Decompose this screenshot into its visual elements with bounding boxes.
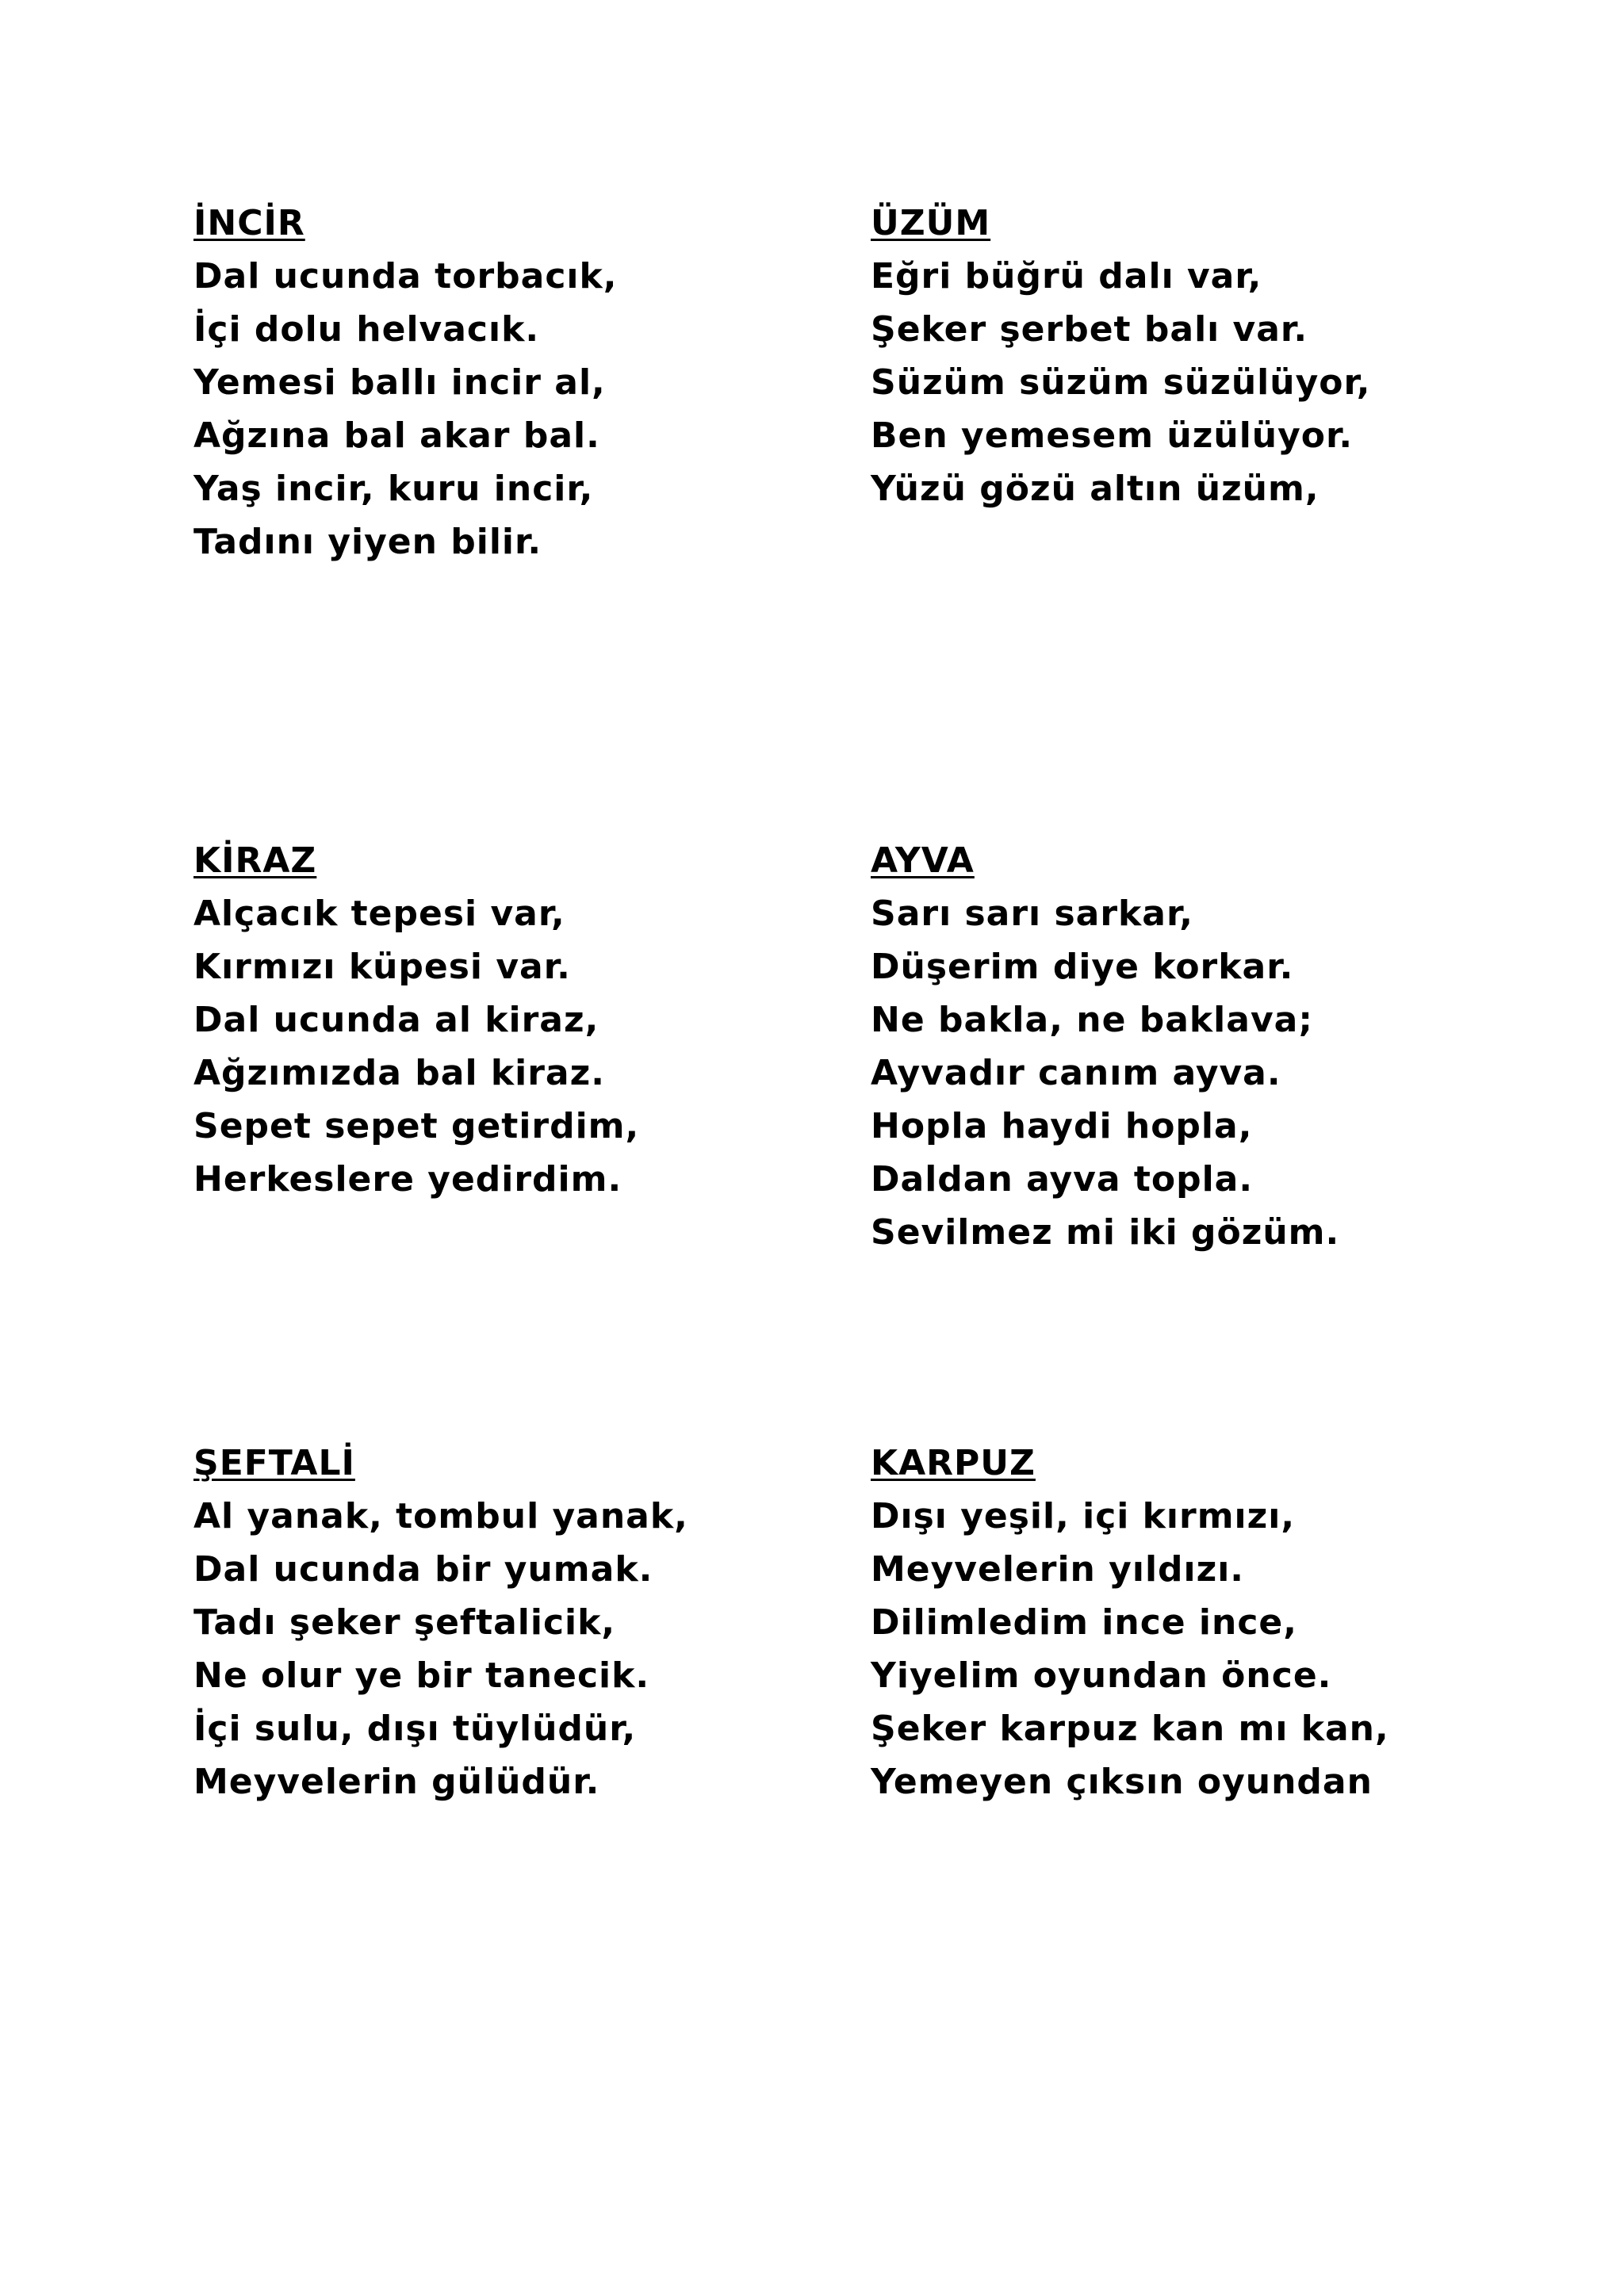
poem-line: Daldan ayva topla.: [871, 1159, 1254, 1200]
poem-uzum: [871, 197, 1521, 515]
poem-title: KARPUZ: [871, 1443, 1036, 1483]
poem-line: Yiyelim oyundan önce.: [871, 1655, 1332, 1696]
poem-line: Sarı sarı sarkar,: [871, 894, 1193, 934]
poem-line: Yemesi ballı incir al,: [193, 362, 606, 403]
poem-line: Sevilmez mi iki gözüm.: [871, 1212, 1340, 1253]
poem-line: Ne olur ye bir tanecik.: [193, 1655, 650, 1696]
poem-line: Herkeslere yedirdim.: [193, 1159, 622, 1200]
poem-line: İçi dolu helvacık.: [193, 309, 540, 350]
poem-title: ŞEFTALİ: [193, 1443, 355, 1483]
poem-title: KİRAZ: [193, 840, 317, 881]
poem-line: Meyvelerin gülüdür.: [193, 1762, 600, 1802]
poem-line: Dal ucunda bir yumak.: [193, 1549, 653, 1590]
poem-line: Şeker şerbet balı var.: [871, 309, 1308, 350]
poem-line: İçi sulu, dışı tüylüdür,: [193, 1709, 637, 1749]
poem-line: Dışı yeşil, içi kırmızı,: [871, 1496, 1296, 1536]
poem-line: Şeker karpuz kan mı kan,: [871, 1709, 1389, 1749]
poem-line: Dilimledim ince ince,: [871, 1602, 1297, 1643]
poem-line: Meyvelerin yıldızı.: [871, 1549, 1245, 1590]
poem-line: Hopla haydi hopla,: [871, 1106, 1253, 1146]
poem-line: Ağzımızda bal kiraz.: [193, 1053, 605, 1093]
poem-line: Yüzü gözü altın üzüm,: [871, 469, 1320, 509]
poem-line: Dal ucunda al kiraz,: [193, 1000, 599, 1040]
poem-line: Alçacık tepesi var,: [193, 894, 565, 934]
poem-line: Tadı şeker şeftalicik,: [193, 1602, 616, 1643]
poem-line: Dal ucunda torbacık,: [193, 256, 618, 297]
poem-line: Yaş incir, kuru incir,: [193, 469, 594, 509]
poem-line: Ne bakla, ne baklava;: [871, 1000, 1313, 1040]
poem-line: Eğri büğrü dalı var,: [871, 256, 1262, 297]
poem-title: AYVA: [871, 840, 975, 881]
poem-line: Yemeyen çıksın oyundan: [871, 1762, 1373, 1802]
poem-line: Kırmızı küpesi var.: [193, 947, 571, 987]
poem-karpuz: [871, 1437, 1521, 1808]
poem-line: Ben yemesem üzülüyor.: [871, 415, 1354, 456]
poem-line: Al yanak, tombul yanak,: [193, 1496, 688, 1536]
poem-line: Tadını yiyen bilir.: [193, 522, 542, 562]
poem-title: İNCİR: [193, 203, 305, 243]
poem-line: Ağzına bal akar bal.: [193, 415, 600, 456]
poem-line: Sepet sepet getirdim,: [193, 1106, 640, 1146]
poem-line: Ayvadır canım ayva.: [871, 1053, 1281, 1093]
poem-kiraz: [193, 834, 844, 1206]
poem-seftali: [193, 1437, 844, 1808]
poem-incir: [193, 197, 844, 568]
poem-title: ÜZÜM: [871, 203, 991, 243]
poem-line: Düşerim diye korkar.: [871, 947, 1294, 987]
poem-line: Süzüm süzüm süzülüyor,: [871, 362, 1371, 403]
poem-ayva: [871, 834, 1521, 1259]
